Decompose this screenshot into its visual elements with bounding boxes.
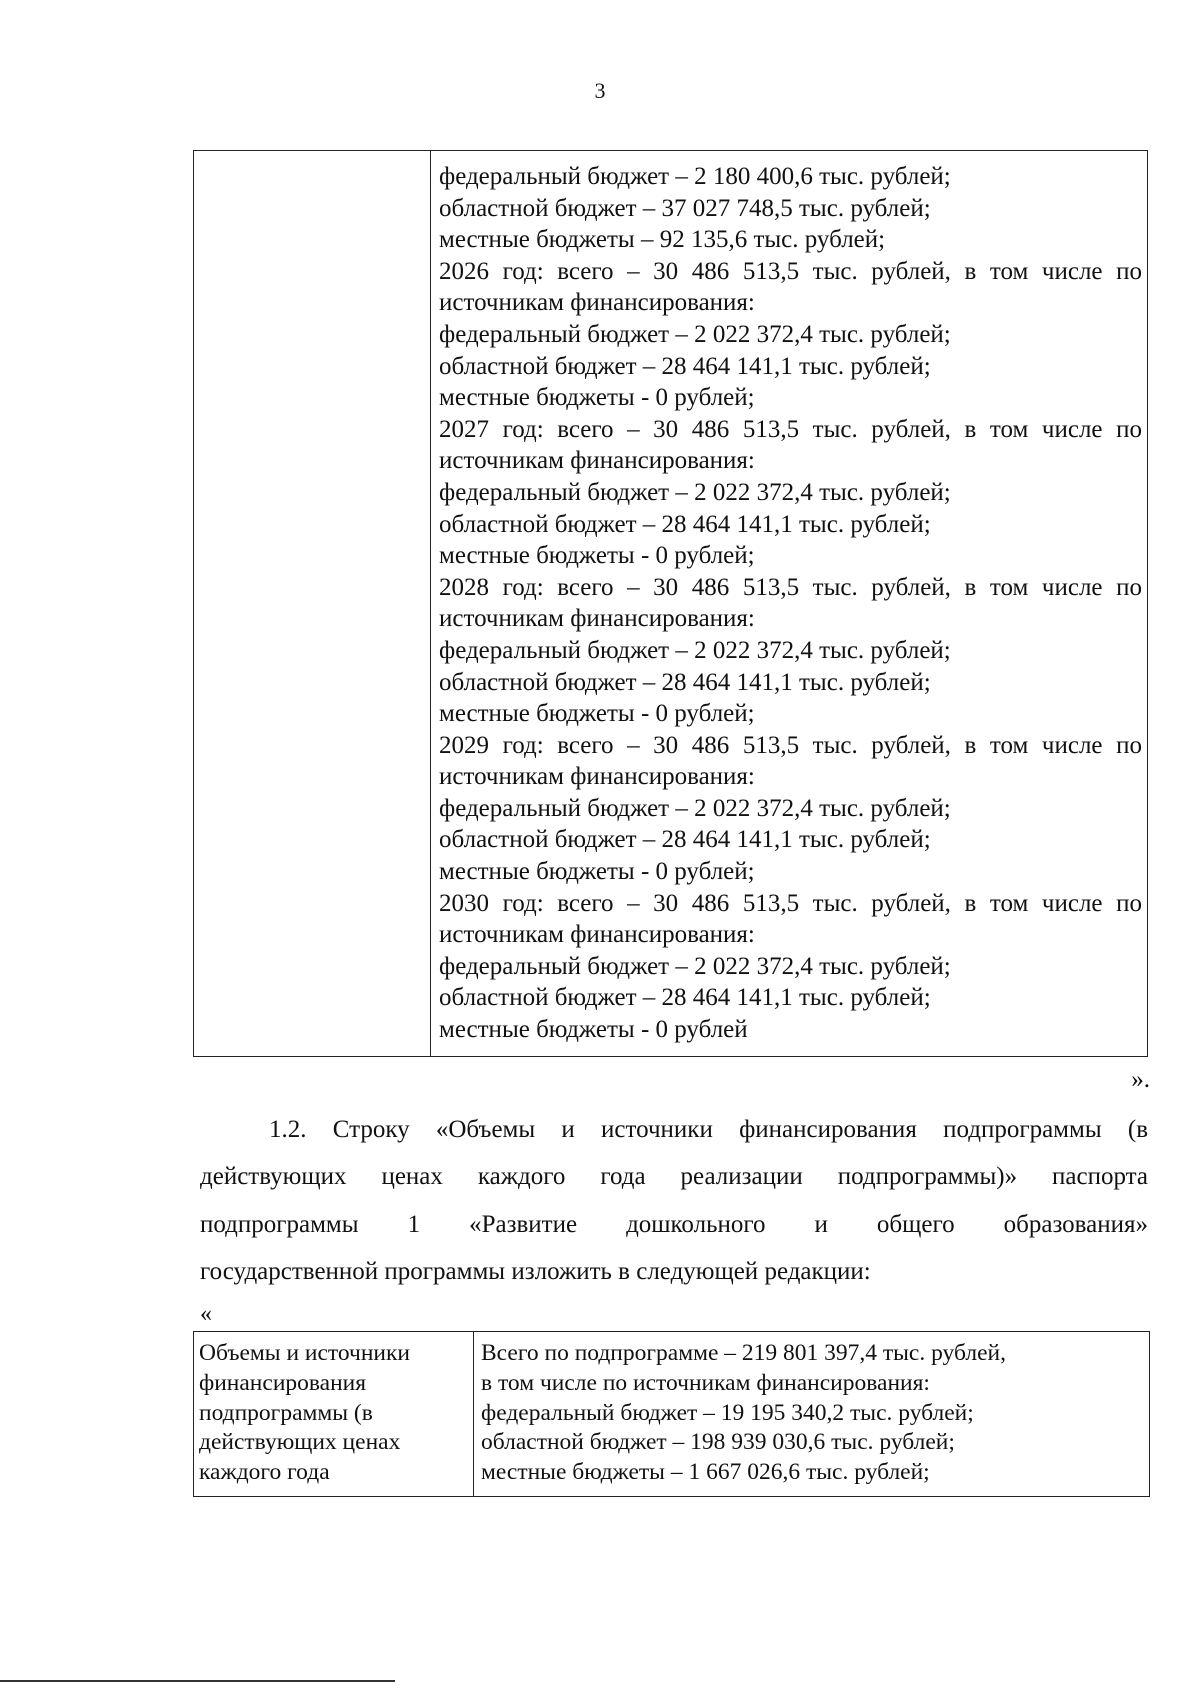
page-number: 3 [594, 78, 606, 103]
table2-right-line: федеральный бюджет – 19 195 340,2 тыс. рублей; [481, 1399, 974, 1426]
table1-line: областной бюджет – 28 464 141,1 тыс. рублей; [439, 984, 931, 1012]
table2-right-line: в том числе по источникам финансирования: [481, 1369, 930, 1396]
subprogram-funding-table [193, 1331, 1150, 1497]
funding-table-continued [193, 150, 1148, 1057]
table1-line: 2030 год: всего – 30 486 513,5 тыс. рублей, в том числе по [439, 889, 1142, 917]
table1-line: местные бюджеты – 92 135,6 тыс. рублей; [439, 226, 886, 254]
table1-line: федеральный бюджет – 2 022 372,4 тыс. рублей; [439, 320, 951, 348]
table1-line: федеральный бюджет – 2 022 372,4 тыс. рублей; [439, 478, 951, 506]
opening-quote-mark: « [200, 1301, 212, 1327]
table2-left-line: действующих ценах [199, 1429, 401, 1456]
table1-line: областной бюджет – 28 464 141,1 тыс. рублей; [439, 668, 931, 696]
table1-line: областной бюджет – 28 464 141,1 тыс. рублей; [439, 352, 931, 380]
table1-line: местные бюджеты - 0 рублей; [439, 542, 755, 570]
table2-left-line: подпрограммы (в [199, 1399, 373, 1426]
paragraph-line: 1.2. Строку «Объемы и источники финансирования подпрограммы (в [269, 1116, 1148, 1143]
table2-left-cell [194, 1332, 474, 1497]
paragraph-line: подпрограммы 1 «Развитие дошкольного и общего образования» [200, 1210, 1148, 1238]
paragraph-line: действующих ценах каждого года реализации подпрограммы)» паспорта [200, 1163, 1148, 1191]
table1-line: источникам финансирования: [439, 447, 755, 475]
table1-line: местные бюджеты - 0 рублей; [439, 700, 755, 728]
table1-line: местные бюджеты - 0 рублей; [439, 858, 755, 886]
table1-line: областной бюджет – 37 027 748,5 тыс. рублей; [439, 194, 931, 222]
table1-line: источникам финансирования: [439, 605, 755, 633]
table1-line: 2028 год: всего – 30 486 513,5 тыс. рублей, в том числе по [439, 573, 1142, 601]
table2-left-line: Объемы и источники [199, 1340, 410, 1366]
table2-right-line: Всего по подпрограмме – 219 801 397,4 тыс. рублей, [481, 1340, 1006, 1366]
paragraph-line: государственной программы изложить в следующей редакции: [200, 1257, 871, 1285]
amendment-paragraph [200, 1106, 1148, 1295]
table2-left-line: каждого года [199, 1459, 330, 1486]
footer-rule [0, 1680, 395, 1682]
table1-line: федеральный бюджет – 2 022 372,4 тыс. рублей; [439, 636, 951, 664]
table1-right-cell [431, 151, 1148, 1057]
closing-quote-mark: ». [1131, 1066, 1150, 1093]
table2-right-line: местные бюджеты – 1 667 026,6 тыс. рублей; [481, 1459, 930, 1486]
table1-line: 2026 год: всего – 30 486 513,5 тыс. рублей, в том числе по [439, 257, 1142, 285]
table1-line: местные бюджеты - 0 рублей [439, 1016, 748, 1044]
table1-line: 2027 год: всего – 30 486 513,5 тыс. рублей, в том числе по [439, 415, 1142, 443]
table2-right-line: областной бюджет – 198 939 030,6 тыс. рублей; [481, 1429, 955, 1456]
table1-line: местные бюджеты - 0 рублей; [439, 384, 755, 412]
table1-line: источникам финансирования: [439, 921, 755, 949]
table2-right-cell [474, 1332, 1150, 1497]
table1-line: федеральный бюджет – 2 180 400,6 тыс. рублей; [439, 163, 951, 190]
table1-line: областной бюджет – 28 464 141,1 тыс. рублей; [439, 826, 931, 854]
table1-line: областной бюджет – 28 464 141,1 тыс. рублей; [439, 510, 931, 538]
table1-line: 2029 год: всего – 30 486 513,5 тыс. рублей, в том числе по [439, 731, 1142, 759]
table1-line: источникам финансирования: [439, 763, 755, 791]
table1-line: федеральный бюджет – 2 022 372,4 тыс. рублей; [439, 794, 951, 822]
table1-line: источникам финансирования: [439, 289, 755, 317]
table2-left-line: финансирования [199, 1369, 367, 1396]
table1-left-cell [194, 151, 431, 1057]
table1-line: федеральный бюджет – 2 022 372,4 тыс. рублей; [439, 952, 951, 980]
